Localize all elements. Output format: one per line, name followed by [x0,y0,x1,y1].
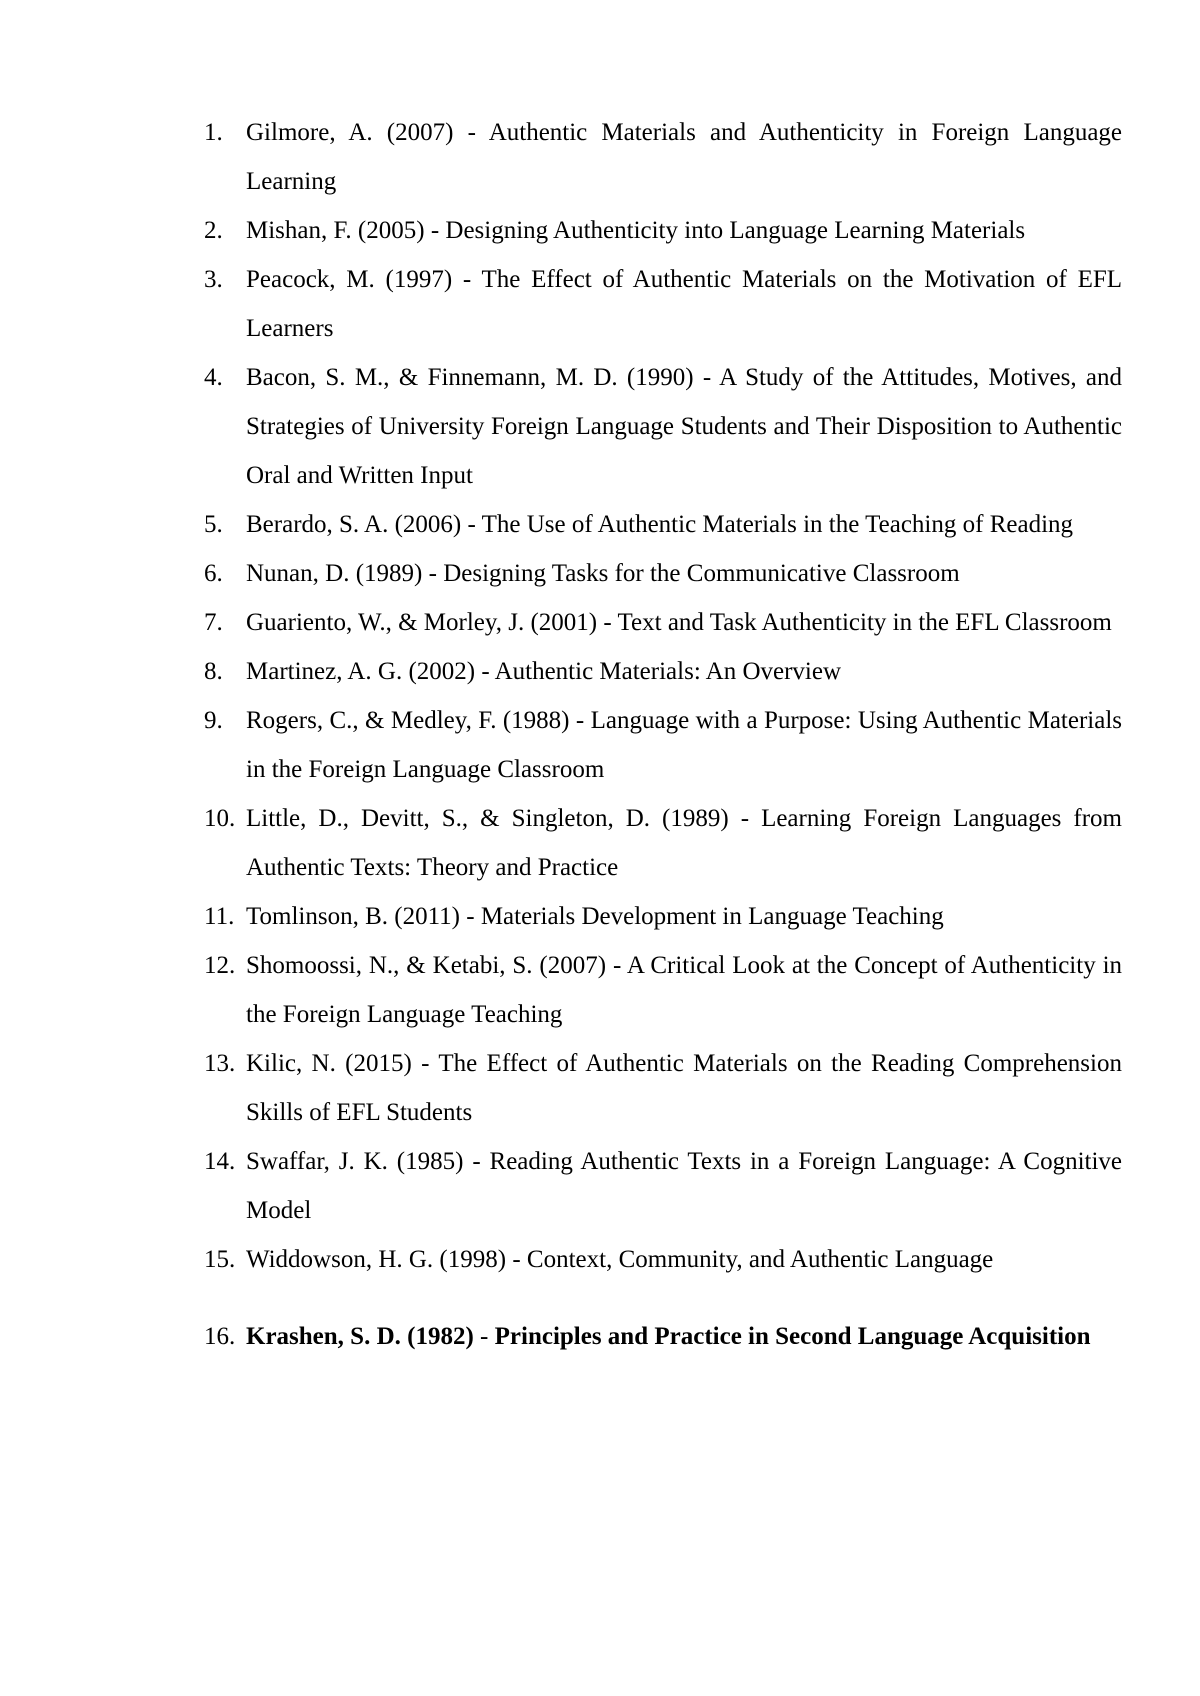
reference-title: Materials Development in Language Teaching [480,903,944,930]
reference-author: Krashen, S. D. (1982) [246,1323,474,1350]
reference-number: 13. [204,1050,236,1077]
reference-item [204,1137,1122,1235]
reference-title: Authentic Materials: An Overview [494,658,842,685]
reference-item [204,255,1122,353]
reference-number: 2. [204,217,223,244]
reference-item [204,892,1122,941]
reference-separator: - [467,511,476,538]
reference-item-highlighted [204,1312,1122,1361]
reference-separator: - [480,1323,489,1350]
reference-separator: - [428,560,437,587]
reference-item [204,549,1122,598]
reference-separator: - [466,903,475,930]
reference-author: Peacock, M. (1997) [246,266,453,293]
reference-item [204,1235,1122,1284]
reference-number: 1. [204,119,223,146]
reference-number: 5. [204,511,223,538]
reference-item [204,1039,1122,1137]
reference-title: Designing Authenticity into Language Learning Materials [445,217,1026,244]
reference-list [204,108,1122,1361]
reference-item [204,647,1122,696]
reference-title: The Use of Authentic Materials in the Teaching of Reading [481,511,1074,538]
reference-number: 9. [204,707,223,734]
reference-title: Authentic Materials and Authenticity in Foreign Language Learning [246,119,1123,195]
reference-author: Guariento, W., & Morley, J. (2001) [246,609,598,636]
reference-item [204,206,1122,255]
reference-author: Berardo, S. A. (2006) [246,511,462,538]
reference-separator: - [430,217,440,244]
reference-author: Widdowson, H. G. (1998) [246,1246,507,1273]
reference-item [204,598,1122,647]
reference-separator: - [575,707,585,734]
reference-author: Swaffar, J. K. (1985) [246,1148,464,1175]
reference-title: Learning Foreign Languages from Authentic Texts: Theory and Practice [246,805,1122,881]
reference-number: 8. [204,658,223,685]
reference-number: 6. [204,560,223,587]
reference-separator: - [467,119,476,146]
reference-separator: - [512,1246,521,1273]
reference-number: 14. [204,1148,236,1175]
reference-separator: - [472,1148,481,1175]
reference-author: Little, D., Devitt, S., & Singleton, D. (1989) [246,805,729,832]
reference-item [204,941,1122,1039]
reference-author: Shomoossi, N., & Ketabi, S. (2007) [246,952,607,979]
reference-separator: - [421,1050,430,1077]
reference-number: 16. [204,1323,236,1350]
reference-title: The Effect of Authentic Materials on the Reading Comprehension Skills of EFL Students [246,1050,1122,1126]
reference-item [204,353,1122,500]
reference-author: Bacon, S. M., & Finnemann, M. D. (1990) [246,364,694,391]
reference-title: Context, Community, and Authentic Language [526,1246,994,1273]
reference-item [204,108,1122,206]
reference-number: 10. [204,805,236,832]
reference-separator: - [462,266,472,293]
reference-title: Designing Tasks for the Communicative Classroom [443,560,960,587]
reference-author: Tomlinson, B. (2011) [246,903,460,930]
reference-number: 12. [204,952,236,979]
reference-title: Language with a Purpose: Using Authentic Materials in the Foreign Language Classroom [246,707,1122,783]
reference-separator: - [612,952,622,979]
reference-number: 4. [204,364,223,391]
reference-number: 15. [204,1246,236,1273]
reference-title: Reading Authentic Texts in a Foreign Language: A Cognitive Model [246,1148,1123,1224]
reference-number: 7. [204,609,223,636]
reference-title: Principles and Practice in Second Language Acquisition [494,1323,1091,1350]
reference-separator: - [702,364,712,391]
reference-author: Mishan, F. (2005) [246,217,425,244]
reference-number: 3. [204,266,223,293]
reference-title: A Study of the Attitudes, Motives, and Strategies of University Foreign Language Students and Their Disposition to Authentic Oral and Written Input [246,364,1123,489]
reference-item [204,794,1122,892]
reference-title: A Critical Look at the Concept of Authenticity in the Foreign Language Teaching [246,952,1123,1028]
reference-item [204,696,1122,794]
reference-author: Nunan, D. (1989) [246,560,423,587]
reference-author: Kilic, N. (2015) [246,1050,412,1077]
reference-separator: - [740,805,750,832]
reference-number: 11. [204,903,235,930]
reference-title: Text and Task Authenticity in the EFL Classroom [617,609,1112,636]
reference-title: The Effect of Authentic Materials on the Motivation of EFL Learners [246,266,1123,342]
reference-item [204,500,1122,549]
reference-author: Gilmore, A. (2007) [246,119,454,146]
reference-author: Martinez, A. G. (2002) [246,658,476,685]
reference-separator: - [481,658,490,685]
reference-separator: - [603,609,612,636]
reference-author: Rogers, C., & Medley, F. (1988) [246,707,570,734]
